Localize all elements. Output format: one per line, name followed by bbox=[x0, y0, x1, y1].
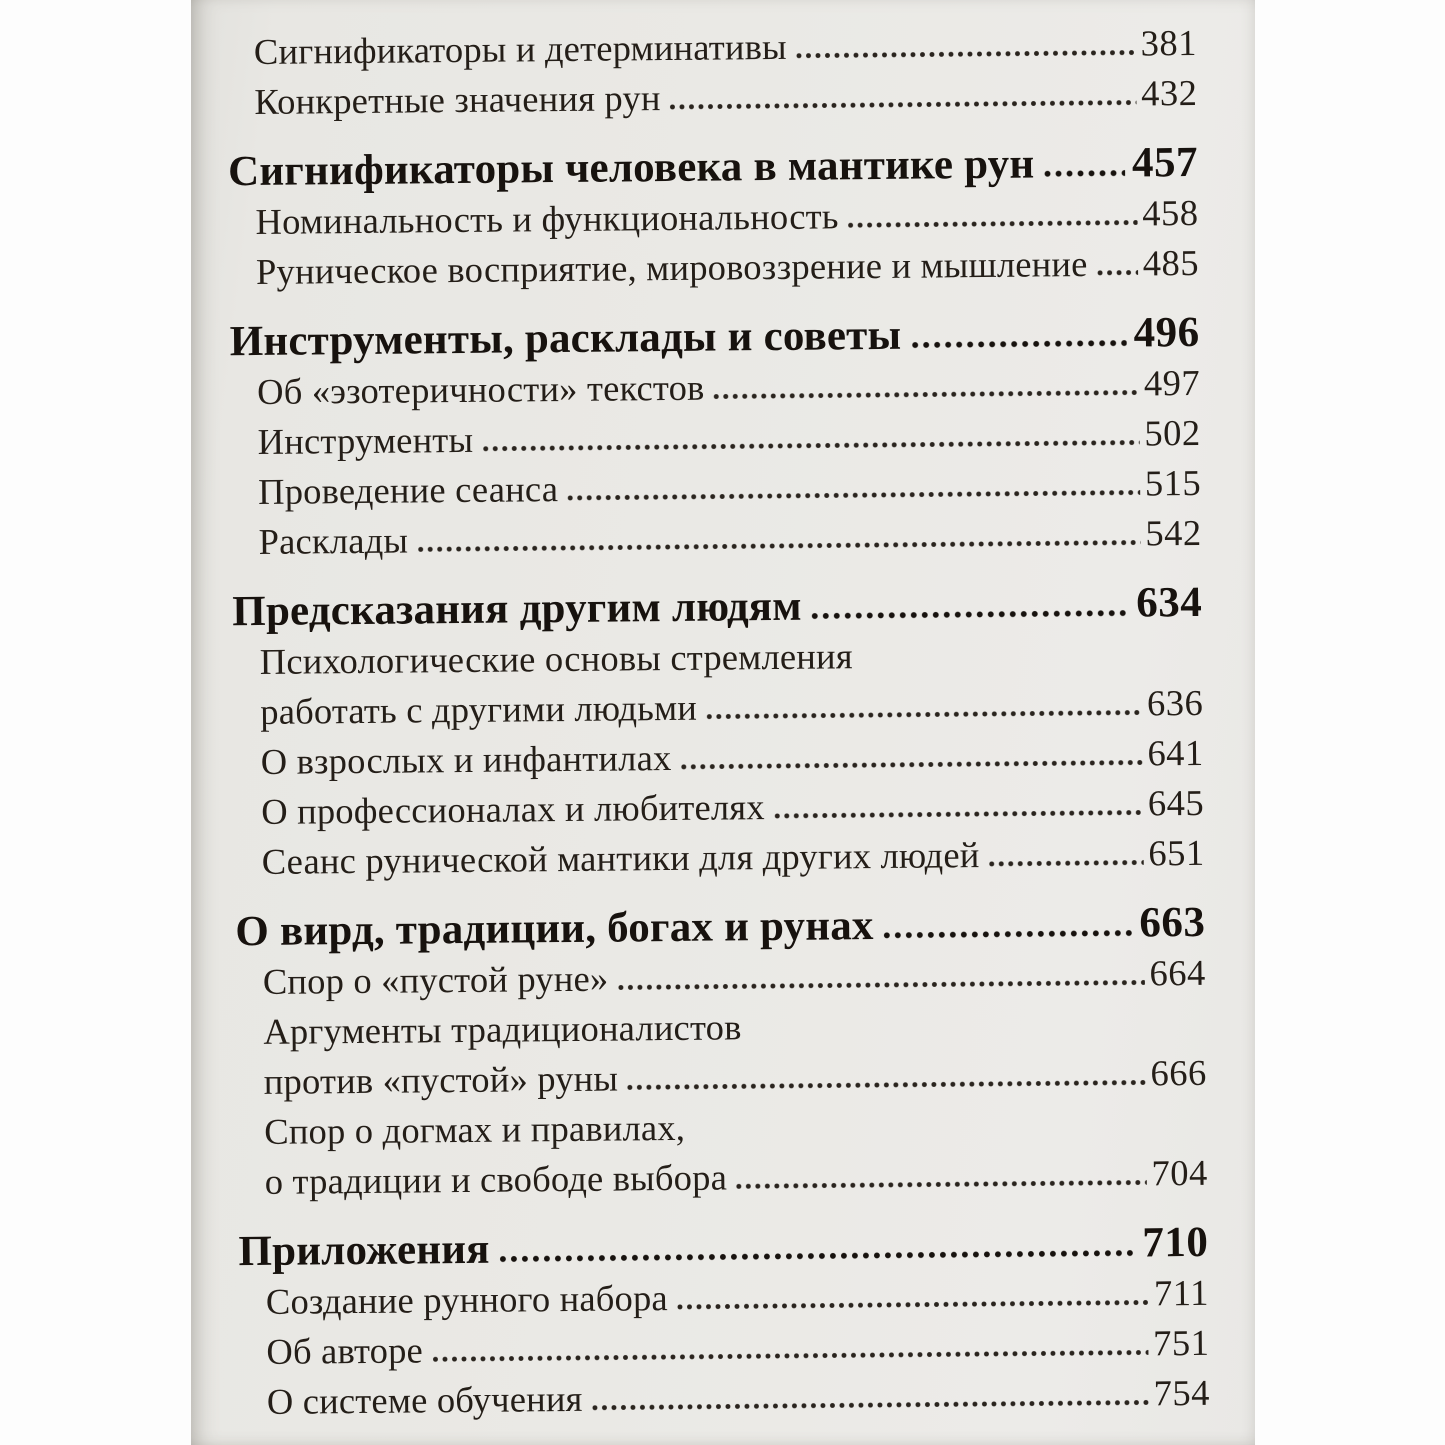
dot-leader bbox=[677, 1299, 1149, 1310]
dot-leader bbox=[706, 709, 1142, 719]
toc-entry-title: Номинальность и функциональность bbox=[255, 195, 839, 242]
toc-entry-page: 636 bbox=[1146, 681, 1204, 724]
dot-leader bbox=[796, 50, 1136, 59]
toc-section-page: 496 bbox=[1133, 308, 1200, 357]
dot-leader bbox=[884, 930, 1133, 939]
toc-entry-title: против «пустой» руны bbox=[263, 1057, 619, 1102]
table-of-contents bbox=[190, 0, 1268, 1428]
toc-entry-title: Аргументы традиционалистов bbox=[263, 1006, 742, 1052]
toc-entry-title: Сигнификаторы и детерминативы bbox=[253, 25, 787, 72]
dot-leader bbox=[848, 219, 1138, 228]
book-page bbox=[191, 0, 1255, 1445]
dot-leader bbox=[482, 439, 1139, 451]
toc-entry-page: 711 bbox=[1153, 1271, 1210, 1314]
toc-entry-title: О взрослых и инфантилах bbox=[260, 736, 672, 782]
toc-entry-page: 704 bbox=[1151, 1151, 1208, 1194]
toc-section-title: Предсказания другим людям bbox=[232, 582, 802, 636]
toc-entry-page: 651 bbox=[1148, 831, 1205, 874]
toc-entry bbox=[240, 1368, 1210, 1427]
toc-entry-page: 666 bbox=[1150, 1051, 1207, 1094]
toc-section-page: 663 bbox=[1139, 898, 1206, 947]
dot-leader bbox=[500, 1250, 1136, 1263]
toc-entry bbox=[234, 828, 1204, 887]
dot-leader bbox=[812, 610, 1130, 620]
dot-leader bbox=[1097, 269, 1138, 275]
toc-entry-title: Об авторе bbox=[266, 1329, 424, 1372]
toc-entry-title: о традиции и свободе выбора bbox=[264, 1156, 728, 1202]
toc-entry-page: 754 bbox=[1153, 1371, 1211, 1414]
toc-section-title: Сигнификаторы человека в мантике рун bbox=[227, 140, 1035, 196]
toc-entry-page: 502 bbox=[1144, 411, 1201, 454]
dot-leader bbox=[432, 1349, 1148, 1362]
toc-entry-page: 751 bbox=[1152, 1321, 1210, 1364]
dot-leader bbox=[567, 489, 1140, 500]
toc-entry-title: Об «эзотеричности» текстов bbox=[256, 366, 705, 412]
toc-entry-title: работать с другими людьми bbox=[260, 686, 698, 732]
dot-leader bbox=[714, 389, 1139, 399]
toc-entry-title: Спор о «пустой руне» bbox=[262, 957, 609, 1002]
toc-entry-page: 432 bbox=[1140, 71, 1198, 114]
toc-entry-title: Спор о догмах и правилах, bbox=[264, 1106, 686, 1152]
toc-entry-title: О профессионалах и любителях bbox=[261, 786, 765, 832]
dot-leader bbox=[736, 1179, 1147, 1189]
toc-entry-title: О системе обучения bbox=[266, 1377, 583, 1422]
toc-entry-title: Проведение сеанса bbox=[257, 468, 559, 512]
toc-entry-page: 515 bbox=[1144, 461, 1202, 504]
toc-entry bbox=[227, 68, 1197, 127]
toc-entry-page: 664 bbox=[1149, 951, 1206, 994]
toc-entry bbox=[229, 238, 1199, 297]
toc-entry-title: Создание рунного набора bbox=[265, 1277, 669, 1322]
dot-leader bbox=[1044, 170, 1125, 178]
toc-entry-title: Конкретные значения рун bbox=[254, 77, 661, 122]
dot-leader bbox=[774, 809, 1143, 819]
toc-entry bbox=[231, 508, 1201, 567]
toc-section-page: 457 bbox=[1131, 138, 1199, 187]
toc-entry-page: 381 bbox=[1140, 21, 1198, 64]
dot-leader bbox=[417, 539, 1140, 552]
toc-entry-page: 645 bbox=[1147, 781, 1205, 824]
toc-entry-title: Сеанс рунической мантики для других людей bbox=[261, 834, 980, 882]
toc-entry-page: 458 bbox=[1142, 191, 1199, 234]
toc-entry-page: 641 bbox=[1147, 731, 1204, 774]
toc-entry-title: Расклады bbox=[258, 519, 409, 562]
dot-leader bbox=[911, 340, 1126, 349]
toc-section-title: Приложения bbox=[238, 1225, 490, 1276]
toc-section-page: 710 bbox=[1142, 1218, 1209, 1267]
dot-leader bbox=[989, 859, 1144, 866]
dot-leader bbox=[680, 759, 1142, 769]
toc-section-page: 634 bbox=[1136, 578, 1203, 627]
toc-entry-page: 497 bbox=[1143, 361, 1201, 404]
toc-entry bbox=[238, 1148, 1208, 1207]
toc-section-title: Инструменты, расклады и советы bbox=[229, 311, 902, 366]
toc-entry-title: Психологические основы стремления bbox=[259, 635, 853, 682]
toc-entry-title: Руническое восприятие, мировоззрение и мышление bbox=[255, 242, 1088, 292]
dot-leader bbox=[670, 100, 1137, 110]
toc-entry-page: 542 bbox=[1145, 511, 1202, 554]
dot-leader bbox=[627, 1079, 1145, 1090]
dot-leader bbox=[592, 1399, 1149, 1410]
toc-section-title: О вирд, традиции, богах и рунах bbox=[235, 902, 874, 956]
dot-leader bbox=[617, 979, 1144, 990]
toc-entry-page: 485 bbox=[1142, 241, 1200, 284]
toc-entry-title: Инструменты bbox=[257, 418, 474, 462]
